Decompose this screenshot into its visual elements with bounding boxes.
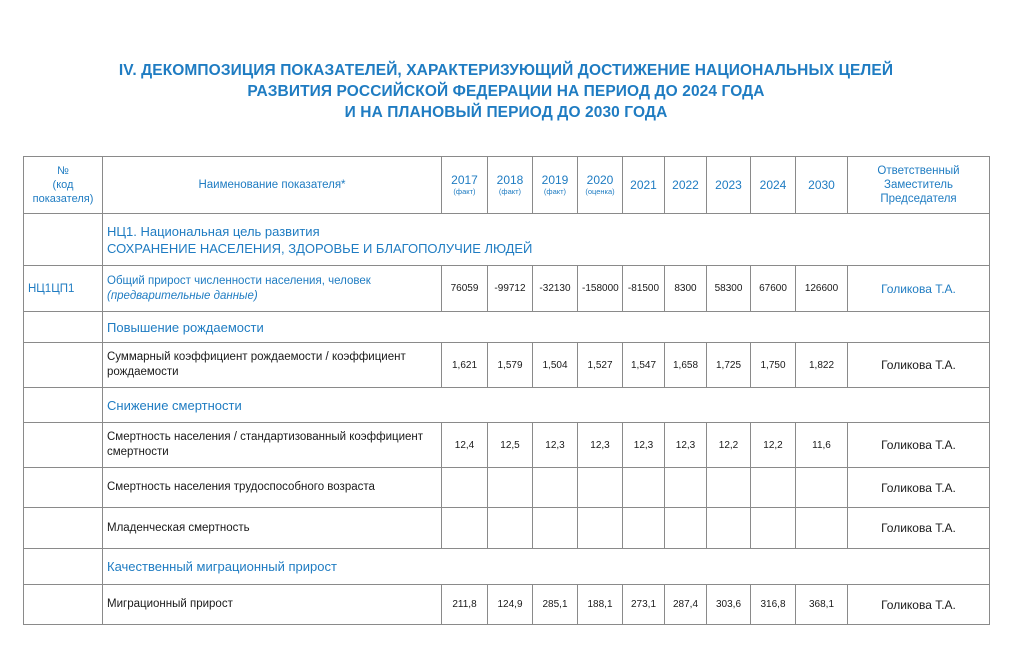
value-2021 — [623, 508, 665, 549]
goal-row — [24, 214, 990, 266]
value-2018: -99712 — [488, 266, 533, 312]
header-code-label: (код — [52, 179, 74, 191]
value-2017: 1,621 — [442, 343, 488, 388]
header-year-note: (факт) — [453, 187, 476, 196]
header-year-2021 — [623, 157, 665, 214]
header-year-2019 — [533, 157, 578, 214]
header-year-note: (факт) — [498, 187, 522, 196]
value-2020 — [578, 468, 623, 508]
indicator-code: НЦ1ЦП1 — [24, 266, 103, 312]
header-year-label: 2018 — [496, 173, 524, 187]
title-line-3: И НА ПЛАНОВЫЙ ПЕРИОД ДО 2030 ГОДА — [344, 104, 668, 121]
value-2017: 211,8 — [442, 585, 488, 625]
section-code-cell — [24, 549, 103, 585]
value-2019 — [533, 468, 578, 508]
value-2024: 316,8 — [751, 585, 796, 625]
value-2022: 287,4 — [665, 585, 707, 625]
table-row — [24, 585, 990, 625]
value-2030 — [796, 468, 848, 508]
goal-title: НЦ1. Национальная цель развития — [107, 223, 320, 239]
value-2020: 1,527 — [578, 343, 623, 388]
header-code-number: № — [57, 165, 69, 177]
row-code-cell — [24, 508, 103, 549]
value-2018: 12,5 — [488, 423, 533, 468]
value-2022: 12,3 — [665, 423, 707, 468]
value-2023: 1,725 — [707, 343, 751, 388]
section-row-mortality — [24, 388, 990, 423]
section-row-migration — [24, 549, 990, 585]
value-2021: 1,547 — [623, 343, 665, 388]
header-responsible-l1: Ответственный — [877, 165, 960, 177]
value-2030: 11,6 — [796, 423, 848, 468]
table-row — [24, 423, 990, 468]
value-2023: 58300 — [707, 266, 751, 312]
value-2018: 1,579 — [488, 343, 533, 388]
header-year-note: (оценка) — [585, 187, 615, 196]
value-2024 — [751, 468, 796, 508]
table-row — [24, 343, 990, 388]
row-name: Смертность населения / стандартизованный коэффициент смертности — [103, 423, 442, 468]
value-2024: 67600 — [751, 266, 796, 312]
decomposition-table — [23, 156, 990, 625]
header-year-2024 — [751, 157, 796, 214]
value-2022: 1,658 — [665, 343, 707, 388]
indicator-note: (предварительные данные) — [107, 289, 258, 302]
header-responsible — [848, 157, 990, 214]
responsible-person: Голикова Т.А. — [848, 585, 990, 625]
header-responsible-l2: Заместитель — [884, 179, 953, 191]
section-code-cell — [24, 312, 103, 343]
header-year-label: 2021 — [630, 178, 657, 192]
header-row — [24, 157, 990, 214]
value-2020 — [578, 508, 623, 549]
value-2021: -81500 — [623, 266, 665, 312]
goal-code-cell — [24, 214, 103, 266]
header-year-2030 — [796, 157, 848, 214]
value-2017 — [442, 508, 488, 549]
section-title: Повышение рождаемости — [103, 312, 990, 343]
row-code-cell — [24, 343, 103, 388]
responsible-person: Голикова Т.А. — [848, 266, 990, 312]
table-row — [24, 508, 990, 549]
header-responsible-l3: Председателя — [880, 193, 957, 205]
value-2030: 368,1 — [796, 585, 848, 625]
table-row — [24, 468, 990, 508]
row-code-cell — [24, 585, 103, 625]
section-row-birth — [24, 312, 990, 343]
row-name: Суммарный коэффициент рождаемости / коэффициент рождаемости — [103, 343, 442, 388]
responsible-person: Голикова Т.А. — [848, 423, 990, 468]
section-title: Снижение смертности — [103, 388, 990, 423]
header-year-2020 — [578, 157, 623, 214]
value-2022 — [665, 508, 707, 549]
value-2020: 12,3 — [578, 423, 623, 468]
header-year-label: 2024 — [759, 178, 787, 192]
responsible-person: Голикова Т.А. — [848, 508, 990, 549]
value-2021: 273,1 — [623, 585, 665, 625]
value-2017 — [442, 468, 488, 508]
indicator-name-text: Общий прирост численности населения, человек — [107, 274, 371, 287]
section-code-cell — [24, 388, 103, 423]
header-year-label: 2023 — [715, 178, 742, 192]
header-year-label: 2022 — [672, 178, 699, 192]
responsible-person: Голикова Т.А. — [848, 468, 990, 508]
goal-cell — [103, 214, 990, 266]
header-code — [24, 157, 103, 214]
document-title — [0, 60, 1012, 123]
header-year-2022 — [665, 157, 707, 214]
value-2019: 1,504 — [533, 343, 578, 388]
header-year-label: 2017 — [451, 173, 478, 187]
responsible-person: Голикова Т.А. — [848, 343, 990, 388]
row-code-cell — [24, 468, 103, 508]
header-year-2018 — [488, 157, 533, 214]
section-title: Качественный миграционный прирост — [103, 549, 990, 585]
value-2030 — [796, 508, 848, 549]
value-2024: 12,2 — [751, 423, 796, 468]
value-2018 — [488, 468, 533, 508]
value-2023: 303,6 — [707, 585, 751, 625]
value-2020: -158000 — [578, 266, 623, 312]
row-name: Младенческая смертность — [103, 508, 442, 549]
row-name: Смертность населения трудоспособного возраста — [103, 468, 442, 508]
value-2023 — [707, 508, 751, 549]
value-2019 — [533, 508, 578, 549]
title-line-1: IV. ДЕКОМПОЗИЦИЯ ПОКАЗАТЕЛЕЙ, ХАРАКТЕРИЗУЮЩИЙ ДОСТИЖЕНИЕ НАЦИОНАЛЬНЫХ ЦЕЛЕЙ — [118, 62, 894, 79]
value-2024: 1,750 — [751, 343, 796, 388]
main-indicator-row — [24, 266, 990, 312]
value-2030: 126600 — [796, 266, 848, 312]
value-2030: 1,822 — [796, 343, 848, 388]
row-code-cell — [24, 423, 103, 468]
value-2019: 12,3 — [533, 423, 578, 468]
value-2021 — [623, 468, 665, 508]
header-name: Наименование показателя* — [103, 157, 442, 214]
header-code-label-2: показателя) — [32, 193, 94, 205]
header-year-label: 2030 — [808, 178, 835, 192]
header-year-note: (факт) — [543, 187, 567, 196]
value-2023 — [707, 468, 751, 508]
value-2022 — [665, 468, 707, 508]
header-year-2017 — [442, 157, 488, 214]
value-2021: 12,3 — [623, 423, 665, 468]
goal-subtitle: СОХРАНЕНИЕ НАСЕЛЕНИЯ, ЗДОРОВЬЕ И БЛАГОПОЛУЧИЕ ЛЮДЕЙ — [107, 240, 533, 256]
value-2020: 188,1 — [578, 585, 623, 625]
header-year-label: 2019 — [541, 173, 569, 187]
value-2018 — [488, 508, 533, 549]
value-2017: 76059 — [442, 266, 488, 312]
value-2022: 8300 — [665, 266, 707, 312]
value-2019: -32130 — [533, 266, 578, 312]
value-2017: 12,4 — [442, 423, 488, 468]
value-2019: 285,1 — [533, 585, 578, 625]
value-2024 — [751, 508, 796, 549]
value-2018: 124,9 — [488, 585, 533, 625]
indicator-name — [103, 266, 442, 312]
header-year-2023 — [707, 157, 751, 214]
header-year-label: 2020 — [586, 173, 614, 187]
row-name: Миграционный прирост — [103, 585, 442, 625]
value-2023: 12,2 — [707, 423, 751, 468]
title-line-2: РАЗВИТИЯ РОССИЙСКОЙ ФЕДЕРАЦИИ НА ПЕРИОД ДО 2024 ГОДА — [247, 83, 765, 100]
